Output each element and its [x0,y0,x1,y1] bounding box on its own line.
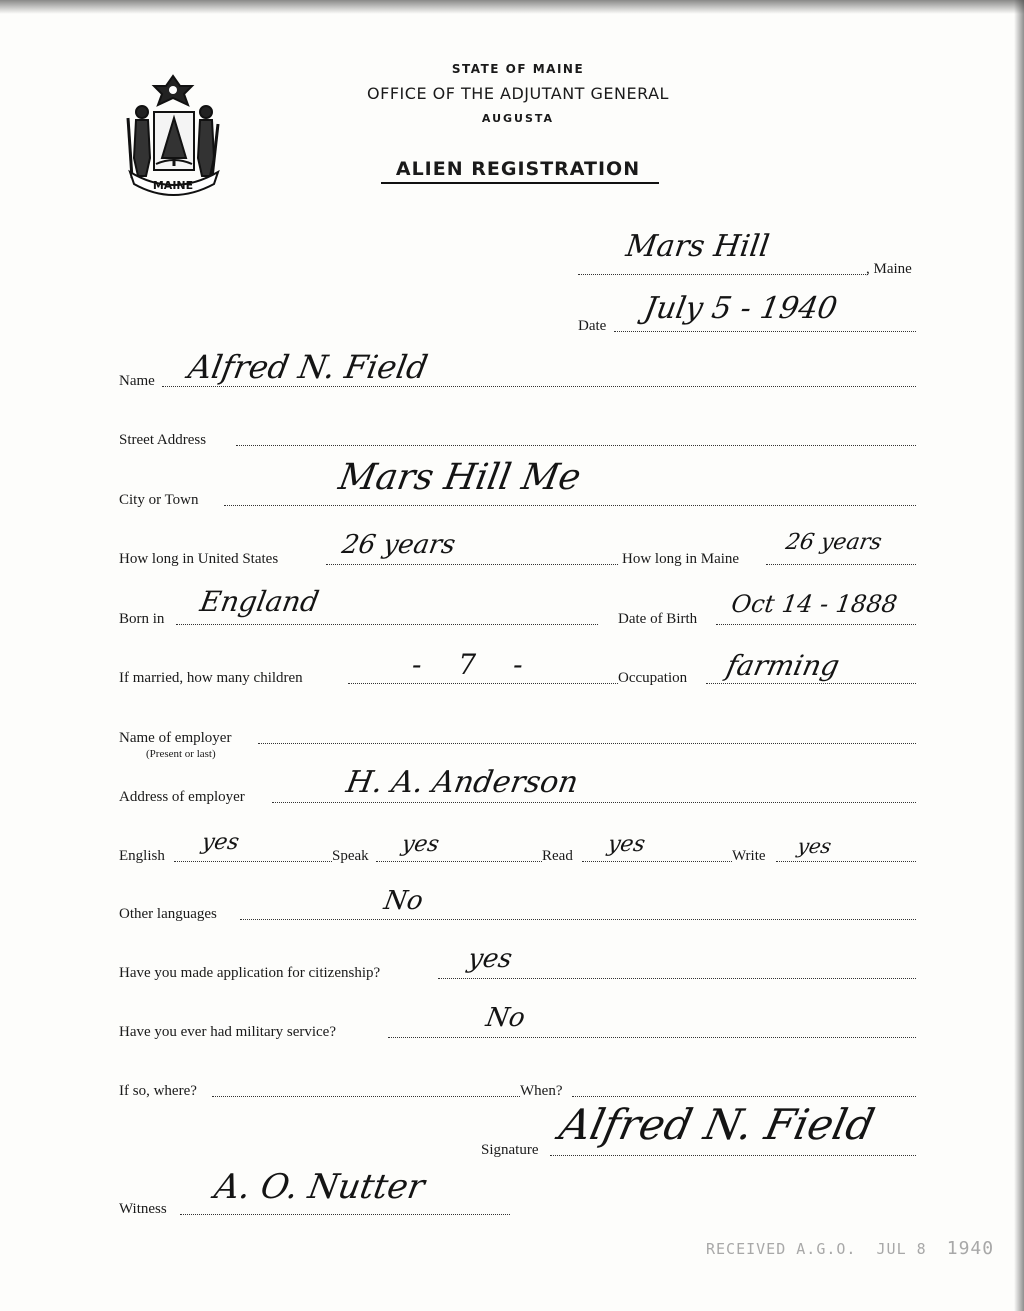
other-languages-label: Other languages [119,906,217,922]
other-languages-entry: No [381,886,426,916]
maine-label: , Maine [866,261,912,277]
employer-sub-label: (Present or last) [146,748,216,760]
where-label: If so, where? [119,1083,197,1099]
children-label: If married, how many children [119,670,303,686]
other-languages-line [240,919,916,920]
title-underline [381,182,659,184]
dob-entry: Oct 14 - 1888 [729,590,900,618]
place-entry: Mars Hill [623,229,772,264]
years-maine-line [766,564,916,565]
employer-address-label: Address of employer [119,789,245,805]
occupation-entry: farming [723,649,843,682]
received-stamp [706,1238,994,1259]
military-label: Have you ever had military service? [119,1024,336,1040]
when-label: When? [520,1083,563,1099]
english-label: English [119,848,165,864]
signature-line [550,1155,916,1156]
occupation-label: Occupation [618,670,688,686]
form-title: ALIEN REGISTRATION [395,158,641,180]
english-entry: yes [199,830,241,855]
speak-entry: yes [399,832,441,857]
dob-label: Date of Birth [618,611,698,627]
city-heading: AUGUSTA [481,112,555,125]
write-label: Write [732,848,766,864]
citizenship-line [438,978,916,979]
english-line [174,861,332,862]
name-entry: Alfred N. Field [185,348,431,386]
date-line [614,331,916,332]
speak-label: Speak [332,848,369,864]
years-us-line [326,564,618,565]
citizenship-entry: yes [465,944,515,974]
state-heading: STATE OF MAINE [451,62,585,76]
employer-address-line [272,802,916,803]
years-us-label: How long in United States [119,551,279,567]
date-label: Date [578,318,607,334]
write-entry: yes [795,834,834,858]
name-line [162,386,916,387]
where-line [212,1096,520,1097]
signature-label: Signature [481,1142,539,1158]
read-label: Read [542,848,573,864]
military-line [388,1037,916,1038]
read-line [582,861,732,862]
signature-entry: Alfred N. Field [555,1100,879,1149]
speak-line [376,861,542,862]
military-entry: No [483,1003,528,1033]
born-in-line [176,624,598,625]
seal-banner-text: MAINE [152,179,194,192]
employer-address-entry: H. A. Anderson [343,765,581,800]
employer-name-line [258,743,916,744]
employer-name-label: Name of employer [119,730,232,746]
dob-line [716,624,916,625]
citizenship-label: Have you made application for citizenship? [119,965,381,981]
witness-label: Witness [119,1201,167,1217]
city-town-line [224,505,916,506]
stamp-date: JUL 8 [876,1240,927,1258]
stamp-year: 1940 [946,1238,995,1259]
children-line [348,683,618,684]
read-entry: yes [605,832,647,857]
name-label: Name [119,373,155,389]
witness-entry: A. O. Nutter [211,1167,428,1207]
born-in-label: Born in [119,611,165,627]
when-line [572,1096,916,1097]
born-in-entry: England [197,585,322,618]
city-town-label: City or Town [119,492,199,508]
place-line [578,274,868,275]
years-maine-label: How long in Maine [622,551,740,567]
witness-line [180,1214,510,1215]
stamp-received-text: RECEIVED A.G.O. [706,1240,857,1258]
years-maine-entry: 26 years [783,530,884,555]
street-label: Street Address [119,432,207,448]
city-town-entry: Mars Hill Me [335,457,584,498]
write-line [776,861,916,862]
children-entry: - 7 - [412,648,537,681]
office-heading: OFFICE OF THE ADJUTANT GENERAL [367,84,669,103]
date-entry: July 5 - 1940 [641,291,840,326]
occupation-line [706,683,916,684]
street-line [236,445,916,446]
years-us-entry: 26 years [339,530,458,560]
